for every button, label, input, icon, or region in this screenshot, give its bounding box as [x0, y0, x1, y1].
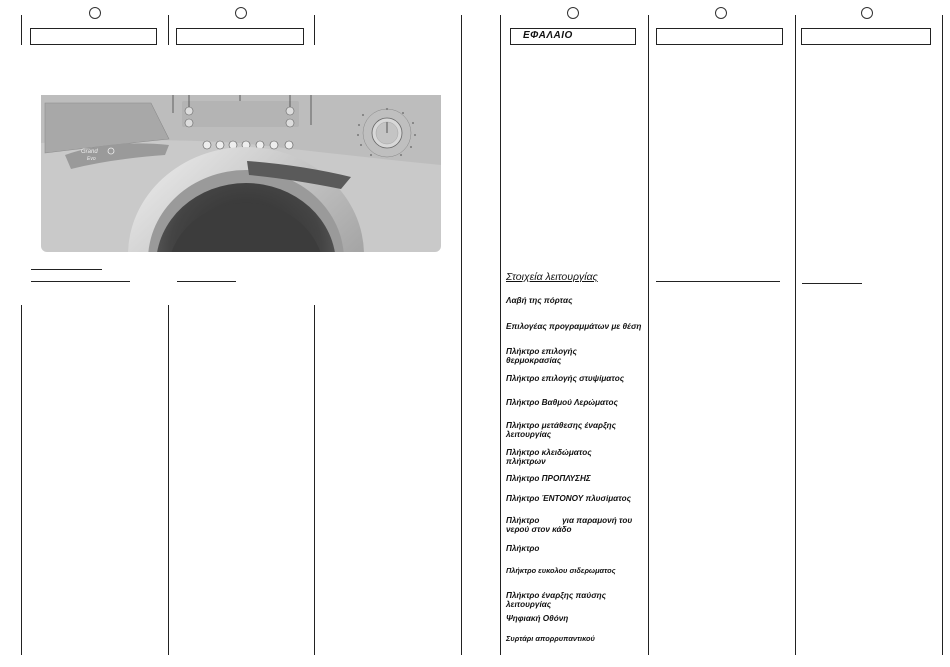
- language-circle-1: [89, 7, 101, 19]
- title-rule: [31, 281, 130, 282]
- feature-item: Πλήκτρο έναρξης παύσης λειτουργίας: [506, 591, 607, 609]
- feature-item: Πλήκτρο Βαθμού Λερώματος: [506, 398, 618, 407]
- header-box: [176, 28, 304, 45]
- feature-item: Πλήκτρο επιλογής θερμοκρασίας: [506, 347, 577, 365]
- header-box: [30, 28, 157, 45]
- model-logo: Evo: [87, 156, 96, 162]
- column-rule: [168, 305, 169, 655]
- column-rule: [314, 305, 315, 655]
- display-button-left-bottom: [185, 119, 193, 127]
- column-rule: [21, 15, 22, 45]
- features-title: Στοιχεία λειτουργίας: [506, 271, 598, 283]
- feature-item: Πλήκτρο: [506, 544, 540, 553]
- feature-item: Πλήκτρο επιλογής στυψίματος: [506, 374, 625, 383]
- feature-item: Πλήκτρο μετάθεσης έναρξης λειτουργίας: [506, 421, 617, 439]
- title-rule: [177, 281, 236, 282]
- language-circle-5: [861, 7, 873, 19]
- feature-item: Συρτάρι απορρυπαντικού: [506, 634, 595, 643]
- feature-item: Πλήκτρο ευκολου σιδερωματος: [506, 566, 616, 575]
- feature-item: Πλήκτρο κλειδώματος πλήκτρων: [506, 448, 592, 466]
- feature-item: Πλήκτρο ΈΝΤΟΝΟΥ πλυσίματος: [506, 494, 631, 503]
- display-button-right-bottom: [286, 119, 294, 127]
- brand-logo: Grand: [81, 149, 98, 155]
- display-area: [182, 101, 299, 127]
- page-divider: [461, 15, 462, 655]
- language-circle-4: [715, 7, 727, 19]
- language-circle-2: [235, 7, 247, 19]
- column-rule: [795, 15, 796, 655]
- section-title: ΕΦΑΛΑΙΟ: [523, 30, 573, 41]
- washing-machine-illustration: [41, 95, 441, 252]
- title-rule: [802, 283, 862, 284]
- feature-item: Ψηφιακή Οθόνη: [506, 614, 569, 623]
- language-circle-3: [567, 7, 579, 19]
- title-rule: [656, 281, 780, 282]
- feature-item: Πλήκτρο για παραμονή του νερού στον κάδο: [506, 516, 635, 534]
- header-box: [656, 28, 783, 45]
- title-rule: [31, 269, 102, 270]
- column-rule: [21, 305, 22, 655]
- header-box-section: [510, 28, 636, 45]
- column-rule: [942, 15, 943, 655]
- header-box: [801, 28, 931, 45]
- feature-item: Λαβή της πόρτας: [506, 296, 573, 305]
- display-button-right-top: [286, 107, 294, 115]
- feature-item: Επιλογέας προγραμμάτων με θέση: [506, 322, 642, 331]
- display-button-left-top: [185, 107, 193, 115]
- feature-item: Πλήκτρο ΠΡΟΠΛΥΣΗΣ: [506, 474, 591, 483]
- column-rule: [168, 15, 169, 45]
- column-rule: [500, 15, 501, 655]
- column-rule: [314, 15, 315, 45]
- column-rule: [648, 15, 649, 655]
